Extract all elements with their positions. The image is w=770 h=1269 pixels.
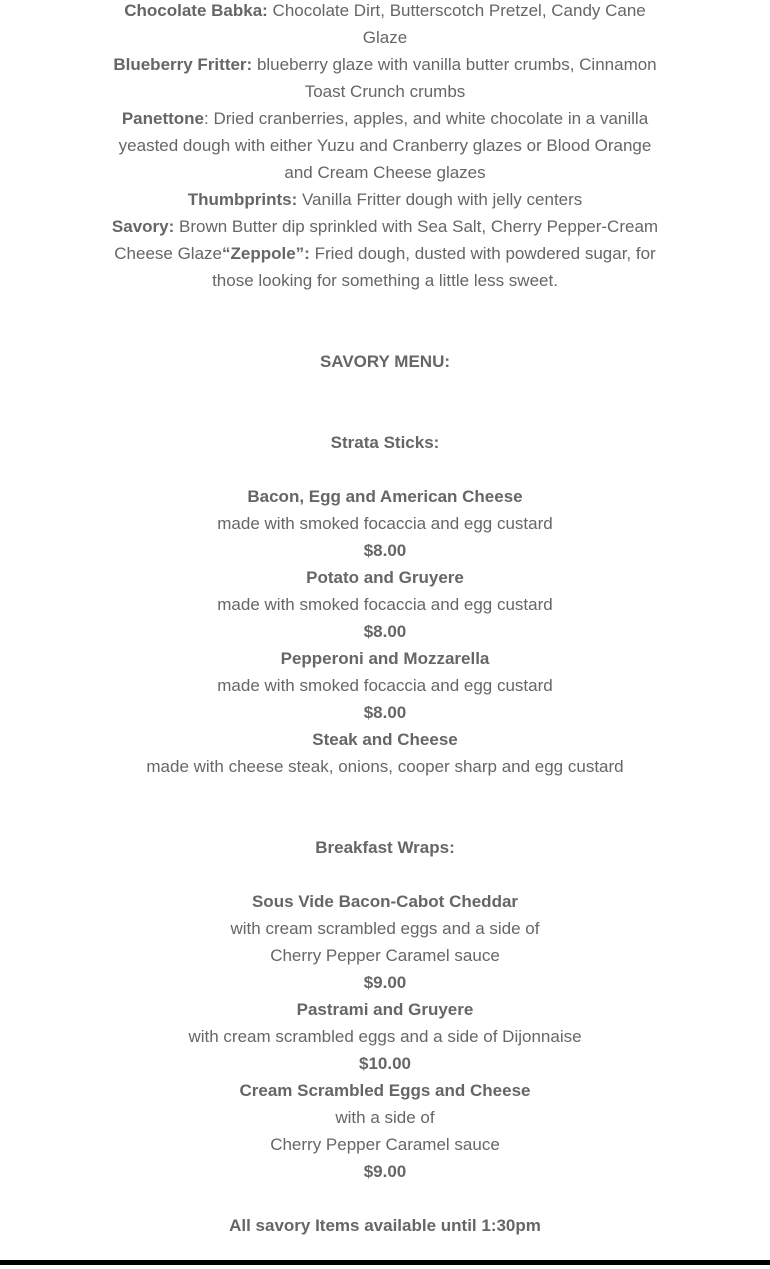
text-segment: : Dried cranberries, apples, and white chocolate in a vanilla xyxy=(204,109,649,128)
text-segment: and Cream Cheese glazes xyxy=(284,163,486,182)
item-name-potato-and-gruyere xyxy=(63,564,707,591)
bold-text-segment: Chocolate Babka: xyxy=(124,1,268,20)
spacer xyxy=(63,294,707,348)
text-segment: Brown Butter dip sprinkled with Sea Salt, Cherry Pepper-Cream xyxy=(174,217,659,236)
bold-text-segment: $8.00 xyxy=(363,703,407,722)
item-name-bacon-egg-american-cheese xyxy=(63,483,707,510)
text-segment: Chocolate Dirt, Butterscotch Pretzel, Candy Cane xyxy=(267,1,646,20)
item-price-bacon-egg-american-cheese xyxy=(63,537,707,564)
spacer xyxy=(63,456,707,483)
bold-text-segment: $9.00 xyxy=(363,1162,407,1181)
bold-text-segment: $9.00 xyxy=(363,973,407,992)
item-price-potato-and-gruyere xyxy=(63,618,707,645)
bold-text-segment: Bacon, Egg and American Cheese xyxy=(247,487,523,506)
bold-text-segment: Sous Vide Bacon-Cabot Cheddar xyxy=(251,892,519,911)
spacer xyxy=(63,375,707,429)
text-segment: Fried dough, dusted with powdered sugar, for xyxy=(309,244,656,263)
bold-text-segment: Potato and Gruyere xyxy=(306,568,464,587)
text-segment: made with smoked focaccia and egg custard xyxy=(217,676,553,695)
text-segment: with cream scrambled eggs and a side of xyxy=(230,919,540,938)
bold-text-segment: Cream Scrambled Eggs and Cheese xyxy=(239,1081,531,1100)
spacer xyxy=(63,861,707,888)
menu-item-savory-zeppole xyxy=(63,213,707,294)
heading-strata-sticks xyxy=(63,429,707,456)
text-segment: Cherry Pepper Caramel sauce xyxy=(270,1135,500,1154)
text-segment: made with smoked focaccia and egg custard xyxy=(217,595,553,614)
savory-availability-note xyxy=(63,1212,707,1239)
footer-top-edge-bar xyxy=(0,1260,770,1265)
item-price-sous-vide-bacon-cabot-cheddar xyxy=(63,969,707,996)
text-segment: Cheese Glaze xyxy=(114,244,222,263)
item-desc-pepperoni-and-mozzarella xyxy=(63,672,707,699)
item-desc-cream-scrambled-eggs-and-cheese xyxy=(63,1104,707,1158)
bold-text-segment: Breakfast Wraps: xyxy=(315,838,455,857)
menu-item-chocolate-babka xyxy=(63,0,707,51)
item-desc-sous-vide-bacon-cabot-cheddar xyxy=(63,915,707,969)
text-segment: with cream scrambled eggs and a side of Dijonnaise xyxy=(188,1027,582,1046)
text-segment: Vanilla Fritter dough with jelly centers xyxy=(297,190,583,209)
bold-text-segment: $8.00 xyxy=(363,622,407,641)
item-price-cream-scrambled-eggs-and-cheese xyxy=(63,1158,707,1185)
text-segment: yeasted dough with either Yuzu and Cranberry glazes or Blood Orange xyxy=(118,136,652,155)
item-desc-steak-and-cheese xyxy=(63,753,707,780)
text-segment: made with smoked focaccia and egg custard xyxy=(217,514,553,533)
item-name-steak-and-cheese xyxy=(63,726,707,753)
text-segment: Toast Crunch crumbs xyxy=(304,82,466,101)
bold-text-segment: $10.00 xyxy=(359,1054,411,1073)
item-name-sous-vide-bacon-cabot-cheddar xyxy=(63,888,707,915)
bold-text-segment: Pastrami and Gruyere xyxy=(296,1000,474,1019)
bold-text-segment: Pepperoni and Mozzarella xyxy=(280,649,490,668)
bold-text-segment: $8.00 xyxy=(363,541,407,560)
bold-text-segment: “Zeppole”: xyxy=(222,244,310,263)
menu-item-panettone xyxy=(63,105,707,186)
bold-text-segment: Steak and Cheese xyxy=(312,730,458,749)
item-price-pepperoni-and-mozzarella xyxy=(63,699,707,726)
bold-text-segment: Thumbprints: xyxy=(187,190,298,209)
heading-savory-menu xyxy=(63,348,707,375)
item-desc-potato-and-gruyere xyxy=(63,591,707,618)
text-segment: with a side of xyxy=(335,1108,435,1127)
spacer xyxy=(63,1185,707,1212)
menu-item-thumbprints xyxy=(63,186,707,213)
text-segment: Cherry Pepper Caramel sauce xyxy=(270,946,500,965)
item-desc-bacon-egg-american-cheese xyxy=(63,510,707,537)
bold-text-segment: Strata Sticks: xyxy=(330,433,440,452)
item-name-pastrami-and-gruyere xyxy=(63,996,707,1023)
menu-content xyxy=(63,0,707,1239)
text-segment: those looking for something a little less sweet. xyxy=(212,271,558,290)
item-desc-pastrami-and-gruyere xyxy=(63,1023,707,1050)
menu-item-blueberry-fritter xyxy=(63,51,707,105)
text-segment: Glaze xyxy=(362,28,408,47)
spacer xyxy=(63,780,707,834)
item-name-cream-scrambled-eggs-and-cheese xyxy=(63,1077,707,1104)
bold-text-segment: SAVORY MENU: xyxy=(319,352,451,371)
heading-breakfast-wraps xyxy=(63,834,707,861)
bold-text-segment: All savory Items available until 1:30pm xyxy=(229,1216,541,1235)
bold-text-segment: Blueberry Fritter: xyxy=(113,55,253,74)
text-segment: made with cheese steak, onions, cooper sharp and egg custard xyxy=(146,757,624,776)
item-price-pastrami-and-gruyere xyxy=(63,1050,707,1077)
text-segment: blueberry glaze with vanilla butter crumbs, Cinnamon xyxy=(252,55,657,74)
bold-text-segment: Panettone xyxy=(121,109,205,128)
bold-text-segment: Savory: xyxy=(111,217,175,236)
item-name-pepperoni-and-mozzarella xyxy=(63,645,707,672)
